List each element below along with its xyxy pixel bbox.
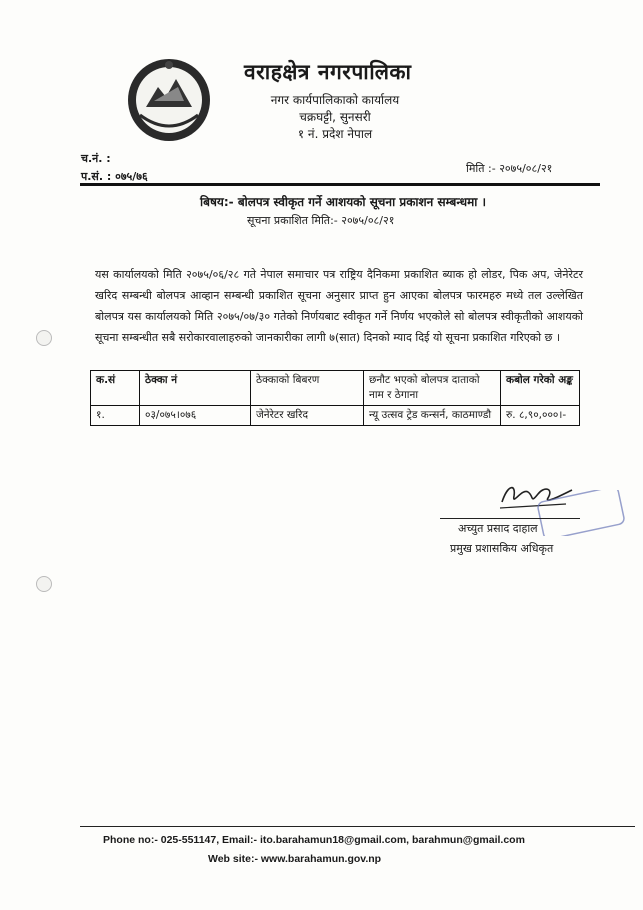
footer-contact: Phone no:- 025-551147, Email:- ito.barahamun18@gmail.com, barahmun@gmail.com: [103, 834, 525, 846]
official-stamp: [536, 490, 626, 536]
punch-hole: [36, 330, 52, 346]
notice-paragraph: यस कार्यालयको मिति २०७५/०६/२८ गते नेपाल समाचार पत्र राष्ट्रिय दैनिकमा प्रकाशित ब्याक हो लोडर, पिक अप, जेनेरेटर खरिद सम्बन्धी बोलपत्र आव्हान सम्बन्धी प्रकाशित सूचना अनुसार प्राप्त हुन आएका बोलपत्र फारमहरु मध्ये तल उल्लेखित बोलपत्र यस कार्यालयको मिति २०७५/०७/३० गतेको निर्णयबाट स्वीकृत गर्ने निर्णय भएकोले सो बोलपत्र स्वीकृतीको आशयको सूचना सम्बन्धीत सबै सरोकारवालाहरुको जानकारीका लागी ७(सात) दिनको म्याद दिई यो सूचना प्रकाशित गरिएको छ ।: [95, 268, 583, 344]
ref-pa-sa: प.सं. : ०७५/७६: [81, 170, 148, 183]
municipality-logo: [126, 57, 212, 143]
address-block: [250, 92, 420, 143]
signatory-title: प्रमुख प्रशासकिय अधिकृत: [450, 542, 554, 555]
cell-description: जेनेरेटर खरिद: [251, 406, 364, 426]
subject-line: बिषय:- बोलपत्र स्वीकृत गर्ने आशयको सूचना प्रकाशन सम्बन्धमा ।: [200, 195, 487, 209]
office-location: चक्रघट्टी, सुनसरी: [299, 110, 371, 124]
footer-divider: [80, 826, 635, 827]
org-name: वराहक्षेत्र नगरपालिका: [244, 60, 412, 84]
header-divider: [80, 183, 600, 186]
col-header-amount: कबोल गरेको अङ्क: [501, 371, 580, 406]
punch-hole: [36, 576, 52, 592]
office-name: नगर कार्यपालिकाको कार्यालय: [270, 93, 400, 107]
col-header-sn: क.सं: [91, 371, 140, 406]
cell-sn: १.: [91, 406, 140, 426]
letter-date: मिति :- २०७५/०८/२१: [466, 162, 553, 175]
office-province: १ नं. प्रदेश नेपाल: [297, 127, 373, 141]
col-header-description: ठेक्काको बिबरण: [251, 371, 364, 406]
col-header-contract-no: ठेक्का नं: [140, 371, 251, 406]
footer-website: Web site:- www.barahamun.gov.np: [208, 853, 382, 865]
published-date: सूचना प्रकाशित मिति:- २०७५/०८/२१: [247, 214, 395, 227]
col-header-bidder: छनौट भएको बोलपत्र दाताको नाम र ठेगाना: [364, 371, 501, 406]
signatory-name: अच्युत प्रसाद दाहाल: [458, 522, 538, 535]
ref-cha-no: च.नं. :: [81, 152, 111, 165]
cell-amount: रु. ८,९०,०००।-: [501, 406, 580, 426]
cell-contract-no: ०३/०७५।०७६: [140, 406, 251, 426]
contract-table: [90, 370, 580, 426]
cell-bidder: न्यू उत्सव ट्रेड कन्सर्न, काठमाण्डौ: [364, 406, 501, 426]
table-row: [91, 406, 580, 426]
signature-line: [440, 518, 580, 519]
table-header-row: [91, 371, 580, 406]
